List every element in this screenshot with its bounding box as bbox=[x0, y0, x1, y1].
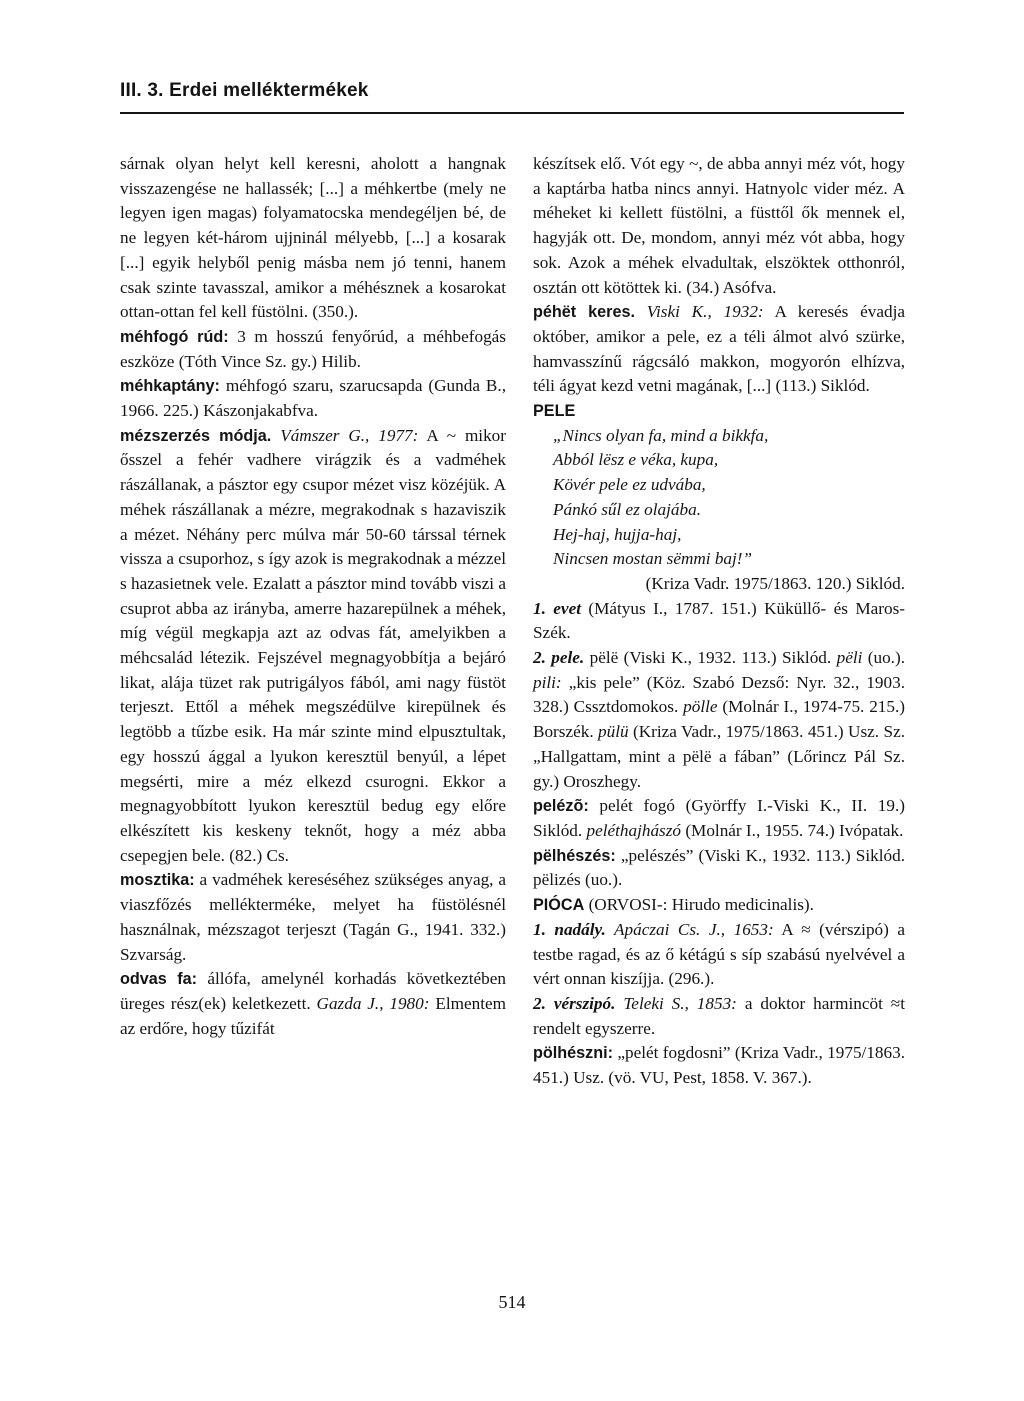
entry-verszipo bbox=[533, 992, 905, 1041]
entry-mosztika bbox=[120, 868, 506, 967]
poem-line: Pánkó sűl ez olajába. bbox=[553, 499, 701, 519]
entry-text: pelét fogó (Györffy I.-Viski K., II. 19.) Siklód. bbox=[533, 796, 905, 840]
entry-text: méhfogó szaru, szarucsapda (Gunda B., 1966. 225.) Kászonjakabfva. bbox=[120, 376, 506, 421]
source-reference: Vámszer G., 1977: bbox=[271, 425, 419, 445]
entry-text: Elmentem az erdőre, hogy tűzifát bbox=[120, 993, 506, 1038]
entry-text: „pelészés” (Viski K., 1932. 113.) Siklód. pëlizés (uo.). bbox=[533, 845, 905, 890]
variant-form: pölle bbox=[683, 697, 718, 717]
source-reference: Teleki S., 1853: bbox=[615, 993, 737, 1013]
entry-text: (ORVOSI-: Hirudo medicinalis). bbox=[584, 895, 814, 915]
entry-pele bbox=[533, 646, 905, 794]
entry-text: „kis pele” (Köz. Szabó Dezső: Nyr. 32., 1903. 328.) Cssztdomokos. bbox=[533, 672, 905, 717]
entry-mezszerzes-modja bbox=[120, 424, 506, 869]
headword: méhfogó rúd: bbox=[120, 327, 229, 346]
entry-text: (Kriza Vadr., 1975/1863. 451.) Usz. Sz. „Hallgattam, mint a pëlë a fában” (Lőrincz Pál Sz. gy.) Oroszhegy. bbox=[533, 722, 905, 791]
entry-text: „pelét fogdosni” (Kriza Vadr., 1975/1863. 451.) Usz. (vö. VU, Pest, 1858. V. 367.). bbox=[533, 1043, 905, 1088]
sense-number: 1. evet bbox=[533, 598, 581, 618]
entry-text: a vadméhek kereséséhez szükséges anyag, a viaszfőzés mellékterméke, melyet ha füstölésnél használnak, mézszagot terjeszt (Tagán G., 1941. 332.) Szvarság. bbox=[120, 870, 506, 964]
entry-evet bbox=[533, 597, 905, 646]
right-column bbox=[533, 152, 905, 1091]
entry-text: A ~ mikor ősszel a fehér vadhere virágzik és a vadméhek rászállanak, a pásztor egy csupor mézet visz közéjük. A méhek rászállanak a mézre, megrakodnak s hazaviszik a mézet. Néhány perc múlva már 50-60 társsal térnek vissza a csuporhoz, s így azok is megrakodnak a mézzel s hazasietnek vele. Ezalatt a pásztor mind tovább viszi a csuprot abba az irányba, amerre hazarepülnek a méhek, míg végül megkapja azt az odvas fát, amelyikben a méhcsalád létezik. Fejszével megnagyobbítja a bejáró likat, alája tüzet rak putrigályos fából, ami nagy füstöt terjeszt. Ettől a méhek megszédülve kirepülnek és legtöbb a tűzbe esik. Ha már szinte mind elpusztultak, egy hosszú ággal a lyukon keresztül benyúl, a lépet megsérti, mire a méz elkezd csurogni. Ekkor a megnagyobbított lyukon keresztül bedug egy előre elkészített kis keskeny teknőt, hogy a méz abba csepegjen bele. (82.) Cs. bbox=[120, 425, 506, 865]
headword: odvas fa: bbox=[120, 970, 198, 989]
entry-text: (Molnár I., 1974-75. 215.) Borszék. bbox=[533, 697, 906, 742]
entry-text: pëlë (Viski K., 1932. 113.) Siklód. bbox=[584, 648, 837, 668]
entry-mehfogo-rud bbox=[120, 325, 506, 374]
page-number: 514 bbox=[498, 1292, 526, 1312]
headword: péhët keres. bbox=[533, 303, 635, 322]
entry-polheszni bbox=[533, 1041, 905, 1090]
entry-text: a doktor harmincöt ≈t rendelt egyszerre. bbox=[533, 993, 905, 1038]
headword: mézszerzés módja. bbox=[120, 426, 272, 445]
running-header: III. 3. Erdei melléktermékek bbox=[120, 80, 369, 101]
poem-line: „Nincs olyan fa, mind a bikkfa, bbox=[553, 425, 769, 445]
headword: mosztika: bbox=[120, 871, 195, 890]
sense-number: 2. vérszipó. bbox=[533, 993, 616, 1013]
entry-pelezo bbox=[533, 794, 905, 843]
entry-pelheszes bbox=[533, 844, 905, 893]
continued-paragraph: készítsek elő. Vót egy ~, de abba annyi méz vót, hogy a kaptárba hatba nincs annyi. Hatnyolc vider méz. A méheket ki kellett füstölni, a füsttől ők mennek el, hagyják ott. De, mondom, annyi méz vót abba, hogy sok. Azok a méhek elvadultak, elszöktek otthonról, osztán ott kötöttek ki. (34.) Asófva. bbox=[533, 154, 905, 297]
sense-number: 1. nadály. bbox=[533, 919, 606, 939]
entry-text: állófa, amelynél korhadás következtében üreges rész(ek) keletkezett. bbox=[120, 969, 506, 1013]
headword: méhkaptány: bbox=[120, 377, 220, 396]
entry-text: A ≈ (vérszipó) a testbe ragad, és az ő kétágú s síp szabású nyelvével a vért onnan kiszíjja. (296.). bbox=[533, 919, 906, 989]
section-heading-pioca: PIÓCA bbox=[533, 896, 585, 915]
poem-source: (Kriza Vadr. 1975/1863. 120.) Siklód. bbox=[645, 573, 905, 593]
entry-text: (Molnár I., 1955. 74.) Ivópatak. bbox=[681, 820, 904, 840]
poem bbox=[533, 424, 905, 572]
left-column bbox=[120, 152, 506, 1041]
source-reference: Viski K., 1932: bbox=[634, 302, 764, 322]
sense-number: 2. pele. bbox=[533, 648, 585, 668]
variant-form: pëli bbox=[836, 648, 863, 668]
section-pioca bbox=[533, 893, 905, 918]
continued-paragraph: sárnak olyan helyt kell keresni, aholott a hangnak visszazengése ne hallassék; [...] a méhkertbe (mely ne legyen igen magas) folyamatocska mendegéljen bé, de ne legyen két-három ujjninál mélyebb, [...] a kosarak [...] egyik helyből penig másba nem jó tenni, hanem csak szinte tavasszal, amikor a méhésznek a kosarokat ottan-ottan fel kell füstölni. (350.). bbox=[120, 154, 506, 322]
header-rule bbox=[120, 112, 904, 114]
poem-line: Hej-haj, hujja-haj, bbox=[553, 524, 682, 544]
variant-form: pülü bbox=[598, 722, 629, 742]
entry-odvas-fa bbox=[120, 967, 506, 1041]
headword: pölhészni: bbox=[533, 1044, 614, 1063]
source-reference: Apáczai Cs. J., 1653: bbox=[605, 919, 774, 939]
entry-nadaly bbox=[533, 918, 905, 992]
entry-text: 3 m hosszú fenyőrúd, a méhbefogás eszköze (Tóth Vince Sz. gy.) Hilib. bbox=[120, 326, 506, 371]
entry-mehkaptany bbox=[120, 374, 506, 423]
headword: pëlhészés: bbox=[533, 846, 616, 865]
source-reference: Gazda J., 1980: bbox=[316, 993, 430, 1013]
section-heading-pele: PELE bbox=[533, 402, 576, 421]
entry-text: (Mátyus I., 1787. 151.) Küküllő- és Maros-Szék. bbox=[533, 598, 905, 643]
variant-form: pili: bbox=[533, 672, 562, 692]
variant-form: peléthajhászó bbox=[586, 820, 682, 840]
entry-text: A keresés évadja október, amikor a pele, ez a téli álmot alvó szürke, hamvasszínű rágcsáló makkon, mogyorón elhízva, téli ágyat kezd vetni magának, [...] (113.) Siklód. bbox=[533, 302, 905, 396]
entry-pehet-keres bbox=[533, 300, 905, 399]
headword: pelézõ: bbox=[533, 797, 589, 816]
entry-text: (uo.). bbox=[862, 648, 905, 668]
poem-line: Kövér pele ez udvába, bbox=[553, 475, 706, 495]
poem-line: Abból lësz e véka, kupa, bbox=[553, 450, 719, 470]
poem-line: Nincsen mostan sëmmi baj!” bbox=[553, 549, 753, 569]
